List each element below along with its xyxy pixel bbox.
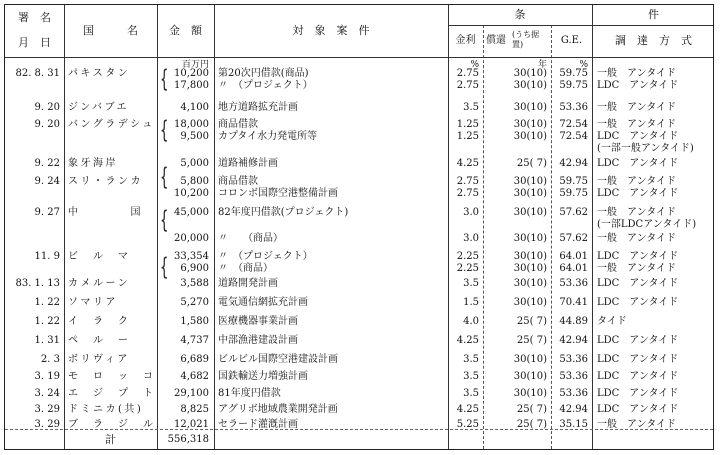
cell-proc: LDC アンタイド [597, 158, 679, 169]
cell-project: 82年度円借款(プロジェクト) [218, 207, 349, 218]
cell-ge: 42.94 [559, 158, 588, 169]
cell-repay: 30(10) [513, 68, 547, 79]
col-divider [592, 5, 593, 449]
cell-proc: 一般 アンタイド [597, 119, 676, 130]
header-conditions-2: 件 [648, 8, 659, 21]
cell-date: 11. 9 [34, 251, 60, 262]
cell-project: 医療機器事業計画 [218, 316, 298, 327]
cell-repay: 30(10) [513, 371, 547, 382]
cell-date: 9. 24 [34, 176, 60, 187]
cell-project: コロンボ国際空港整備計画 [218, 188, 338, 199]
cell-rate: 4.25 [456, 335, 479, 346]
cell-rate: 3.5 [463, 371, 479, 382]
cell-project: 〃 （プロジェクト） [218, 251, 313, 262]
loan-table [4, 4, 714, 450]
cell-proc: LDC アンタイド [597, 335, 679, 346]
cell-amount: 33,354 [174, 251, 209, 262]
cell-rate: 3.5 [463, 278, 479, 289]
cell-repay: 25( 7) [516, 316, 547, 327]
cell-country: ドミニカ(共) [68, 404, 144, 415]
header-grace: (うち据置) [512, 30, 540, 49]
cell-project: 電気通信網拡充計画 [218, 297, 308, 308]
cell-rate: 3.0 [463, 233, 479, 244]
cell-rate: 3.5 [463, 354, 479, 365]
cell-country: ソマリア [68, 297, 118, 308]
cell-repay: 30(10) [513, 207, 547, 218]
cell-amount: 4,737 [180, 335, 209, 346]
cell-country: エ ジ プ ト [68, 388, 156, 399]
cell-rate: 4.25 [456, 158, 479, 169]
cell-rate: 2.75 [456, 68, 479, 79]
cell-proc: 一般 アンタイド [597, 263, 676, 274]
amount-brace: { [160, 253, 169, 281]
cell-amount: 4,682 [180, 371, 209, 382]
cell-repay: 30(10) [513, 102, 547, 113]
cell-date: 1. 22 [34, 297, 60, 308]
header-month-day: 月 日 [18, 36, 51, 49]
cell-project: セラード灌漑計画 [218, 419, 298, 430]
cell-rate: 4.25 [456, 404, 479, 415]
cell-country: スリ・ランカ [68, 176, 143, 187]
cell-ge: 64.01 [559, 263, 588, 274]
cell-repay: 25( 7) [516, 158, 547, 169]
header-repay: 償還 [486, 35, 506, 46]
cell-country: ブ ラ ジ ル [68, 419, 156, 430]
cell-proc: LDC アンタイド [597, 388, 679, 399]
cell-project: カプタイ水力発電所等 [218, 131, 318, 142]
cell-ge: 53.36 [559, 278, 588, 289]
cell-proc: LDC アンタイド [597, 131, 679, 142]
cell-country: ジンバブエ [68, 102, 130, 113]
cell-proc: 一般 アンタイド [597, 233, 676, 244]
cell-repay: 25( 7) [516, 404, 547, 415]
header-ge: G.E. [560, 35, 583, 46]
cell-amount: 5,800 [180, 176, 209, 187]
cell-date: 1. 22 [34, 316, 60, 327]
cell-project: 国鉄輸送力増強計画 [218, 371, 308, 382]
cell-ge: 59.75 [559, 188, 588, 199]
header-procurement: 調 達 方 式 [615, 34, 692, 47]
cell-ge: 42.94 [559, 404, 588, 415]
amount-brace: { [160, 163, 169, 191]
cell-date: 9. 22 [34, 158, 60, 169]
cell-rate: 3.0 [463, 207, 479, 218]
cell-repay: 30(10) [513, 233, 547, 244]
cell-proc: (一部LDCアンタイド) [597, 219, 697, 230]
cell-amount: 45,000 [174, 207, 209, 218]
cell-country: パキスタン [68, 68, 131, 79]
cell-ge: 59.75 [559, 68, 588, 79]
cell-amount: 5,270 [180, 297, 209, 308]
cell-country: ペ ル ー [68, 335, 131, 346]
cell-ge: 64.01 [559, 251, 588, 262]
cell-amount: 12,021 [174, 419, 209, 430]
cell-ge: 53.36 [559, 102, 588, 113]
cell-repay: 25( 7) [516, 419, 547, 430]
cell-ge: 59.75 [559, 80, 588, 91]
unit-year: 年 [537, 60, 547, 70]
cell-amount: 17,800 [174, 80, 209, 91]
unit-amount: 百万円 [181, 60, 209, 70]
amount-brace: { [160, 65, 169, 93]
cell-project: 地方道路拡充計画 [218, 102, 298, 113]
cell-amount: 10,200 [174, 188, 209, 199]
cell-proc: (一部一般アンタイド) [597, 143, 694, 154]
cell-ge: 44.89 [559, 316, 588, 327]
cell-repay: 25( 7) [516, 335, 547, 346]
cell-proc: 一般 アンタイド [597, 207, 676, 218]
cell-amount: 1,580 [180, 316, 209, 327]
cell-project: アグリボ地域農業開発計画 [218, 404, 338, 415]
cell-project: 81年度円借款 [218, 388, 281, 399]
header-conditions: 条 [514, 8, 526, 21]
cell-amount: 3,588 [180, 278, 209, 289]
cell-ge: 59.75 [559, 176, 588, 187]
cell-proc: 一般 アンタイド [597, 176, 676, 187]
cell-rate: 2.75 [456, 176, 479, 187]
cell-date: 3. 19 [34, 371, 60, 382]
cell-rate: 1.5 [463, 297, 479, 308]
cell-country: カメルーン [68, 278, 131, 289]
cell-ge: 35.15 [559, 419, 588, 430]
cell-project: 商品借款 [218, 119, 258, 130]
header-amount: 金 額 [169, 24, 202, 37]
cell-ge: 72.54 [559, 119, 588, 130]
cell-date: 83. 1. 13 [15, 278, 60, 289]
cell-repay: 30(10) [513, 263, 547, 274]
cell-ge: 57.62 [559, 233, 588, 244]
cell-repay: 30(10) [513, 278, 547, 289]
cell-country: ボリヴィア [68, 354, 130, 365]
cell-proc: LDC アンタイド [597, 354, 679, 365]
col-divider [214, 5, 215, 449]
cell-proc: LDC アンタイド [597, 80, 679, 91]
cell-project: 〃 （商品） [218, 263, 273, 274]
cell-date: 9. 27 [34, 207, 60, 218]
cell-project: ビルビル国際空港建設計画 [218, 354, 338, 365]
cell-amount: 5,000 [180, 158, 209, 169]
cell-project: 〃 （プロジェクト） [218, 80, 313, 91]
cell-rate: 2.75 [456, 188, 479, 199]
cell-ge: 57.62 [559, 207, 588, 218]
cell-repay: 30(10) [513, 131, 547, 142]
header-bottom-line [5, 57, 713, 58]
cell-repay: 30(10) [513, 176, 547, 187]
total-label: 計 [105, 433, 116, 446]
cell-proc: LDC アンタイド [597, 251, 679, 262]
cell-country: 中 国 [68, 207, 143, 218]
cell-rate: 2.75 [456, 80, 479, 91]
header-country: 国 名 [83, 24, 138, 37]
cell-amount: 6,900 [180, 263, 209, 274]
amount-brace: { [160, 206, 169, 234]
cell-project: 中部漁港建設計画 [218, 335, 298, 346]
cell-date: 9. 20 [34, 119, 60, 130]
cell-ge: 53.36 [559, 388, 588, 399]
cell-date: 9. 20 [34, 102, 60, 113]
cell-amount: 6,689 [180, 354, 209, 365]
cell-repay: 30(10) [513, 188, 547, 199]
cell-rate: 4.0 [463, 316, 479, 327]
cell-project: 道路補修計画 [218, 158, 278, 169]
cell-rate: 1.25 [456, 131, 479, 142]
cell-proc: LDC アンタイド [597, 278, 679, 289]
cell-ge: 42.94 [559, 335, 588, 346]
cell-country: バングラデシュ [68, 119, 155, 130]
cell-country: モ ロ ッ コ [68, 371, 156, 382]
cell-amount: 29,100 [174, 388, 209, 399]
cell-amount: 10,200 [174, 68, 209, 79]
header-divider [448, 25, 713, 26]
cell-project: 道路開発計画 [218, 278, 278, 289]
cell-date: 1. 31 [34, 335, 60, 346]
cell-ge: 72.54 [559, 131, 588, 142]
cell-country: イ ラ ク [68, 316, 131, 327]
header-project: 対 象 案 件 [292, 24, 370, 37]
cell-rate: 2.25 [456, 263, 479, 274]
header-rate: 金利 [455, 35, 476, 46]
cell-date: 3. 24 [34, 388, 60, 399]
cell-proc: 一般 アンタイド [597, 68, 676, 79]
cell-country: 象牙海岸 [68, 158, 118, 169]
cell-rate: 3.5 [463, 388, 479, 399]
cell-proc: LDC アンタイド [597, 188, 679, 199]
cell-repay: 30(10) [513, 80, 547, 91]
cell-project: 第20次円借款(商品) [218, 68, 309, 79]
cell-ge: 70.41 [559, 297, 588, 308]
cell-project: 〃 （商品） [218, 233, 283, 244]
total-amount: 556,318 [167, 434, 209, 445]
cell-date: 82. 8. 31 [15, 68, 60, 79]
amount-brace: { [160, 116, 169, 144]
cell-repay: 30(10) [513, 297, 547, 308]
cell-project: 商品借款 [218, 176, 258, 187]
cell-rate: 5.25 [456, 419, 479, 430]
cell-amount: 9,500 [180, 131, 209, 142]
cell-rate: 2.25 [456, 251, 479, 262]
cell-repay: 30(10) [513, 388, 547, 399]
cell-amount: 20,000 [174, 233, 209, 244]
col-divider [64, 5, 65, 449]
cell-proc: LDC アンタイド [597, 404, 679, 415]
cell-proc: 一般 アンタイド [597, 102, 676, 113]
cell-ge: 53.36 [559, 354, 588, 365]
cell-amount: 4,100 [180, 102, 209, 113]
cell-proc: タイド [597, 316, 627, 327]
header-signature: 署 名 [18, 11, 51, 24]
cell-repay: 30(10) [513, 251, 547, 262]
unit-rate: % [470, 60, 479, 70]
cell-repay: 30(10) [513, 119, 547, 130]
unit-ge: % [579, 60, 588, 70]
cell-amount: 18,000 [174, 119, 209, 130]
cell-date: 3. 29 [34, 419, 60, 430]
cell-proc: 一般 アンタイド [597, 419, 676, 430]
cell-rate: 3.5 [463, 102, 479, 113]
cell-country: ビ ル マ [68, 251, 131, 262]
cell-date: 3. 29 [34, 404, 60, 415]
cell-ge: 53.36 [559, 371, 588, 382]
cell-proc: LDC アンタイド [597, 371, 679, 382]
cell-amount: 8,825 [180, 404, 209, 415]
cell-date: 2. 3 [40, 354, 60, 365]
cell-rate: 1.25 [456, 119, 479, 130]
cell-proc: LDC アンタイド [597, 297, 679, 308]
cell-repay: 30(10) [513, 354, 547, 365]
